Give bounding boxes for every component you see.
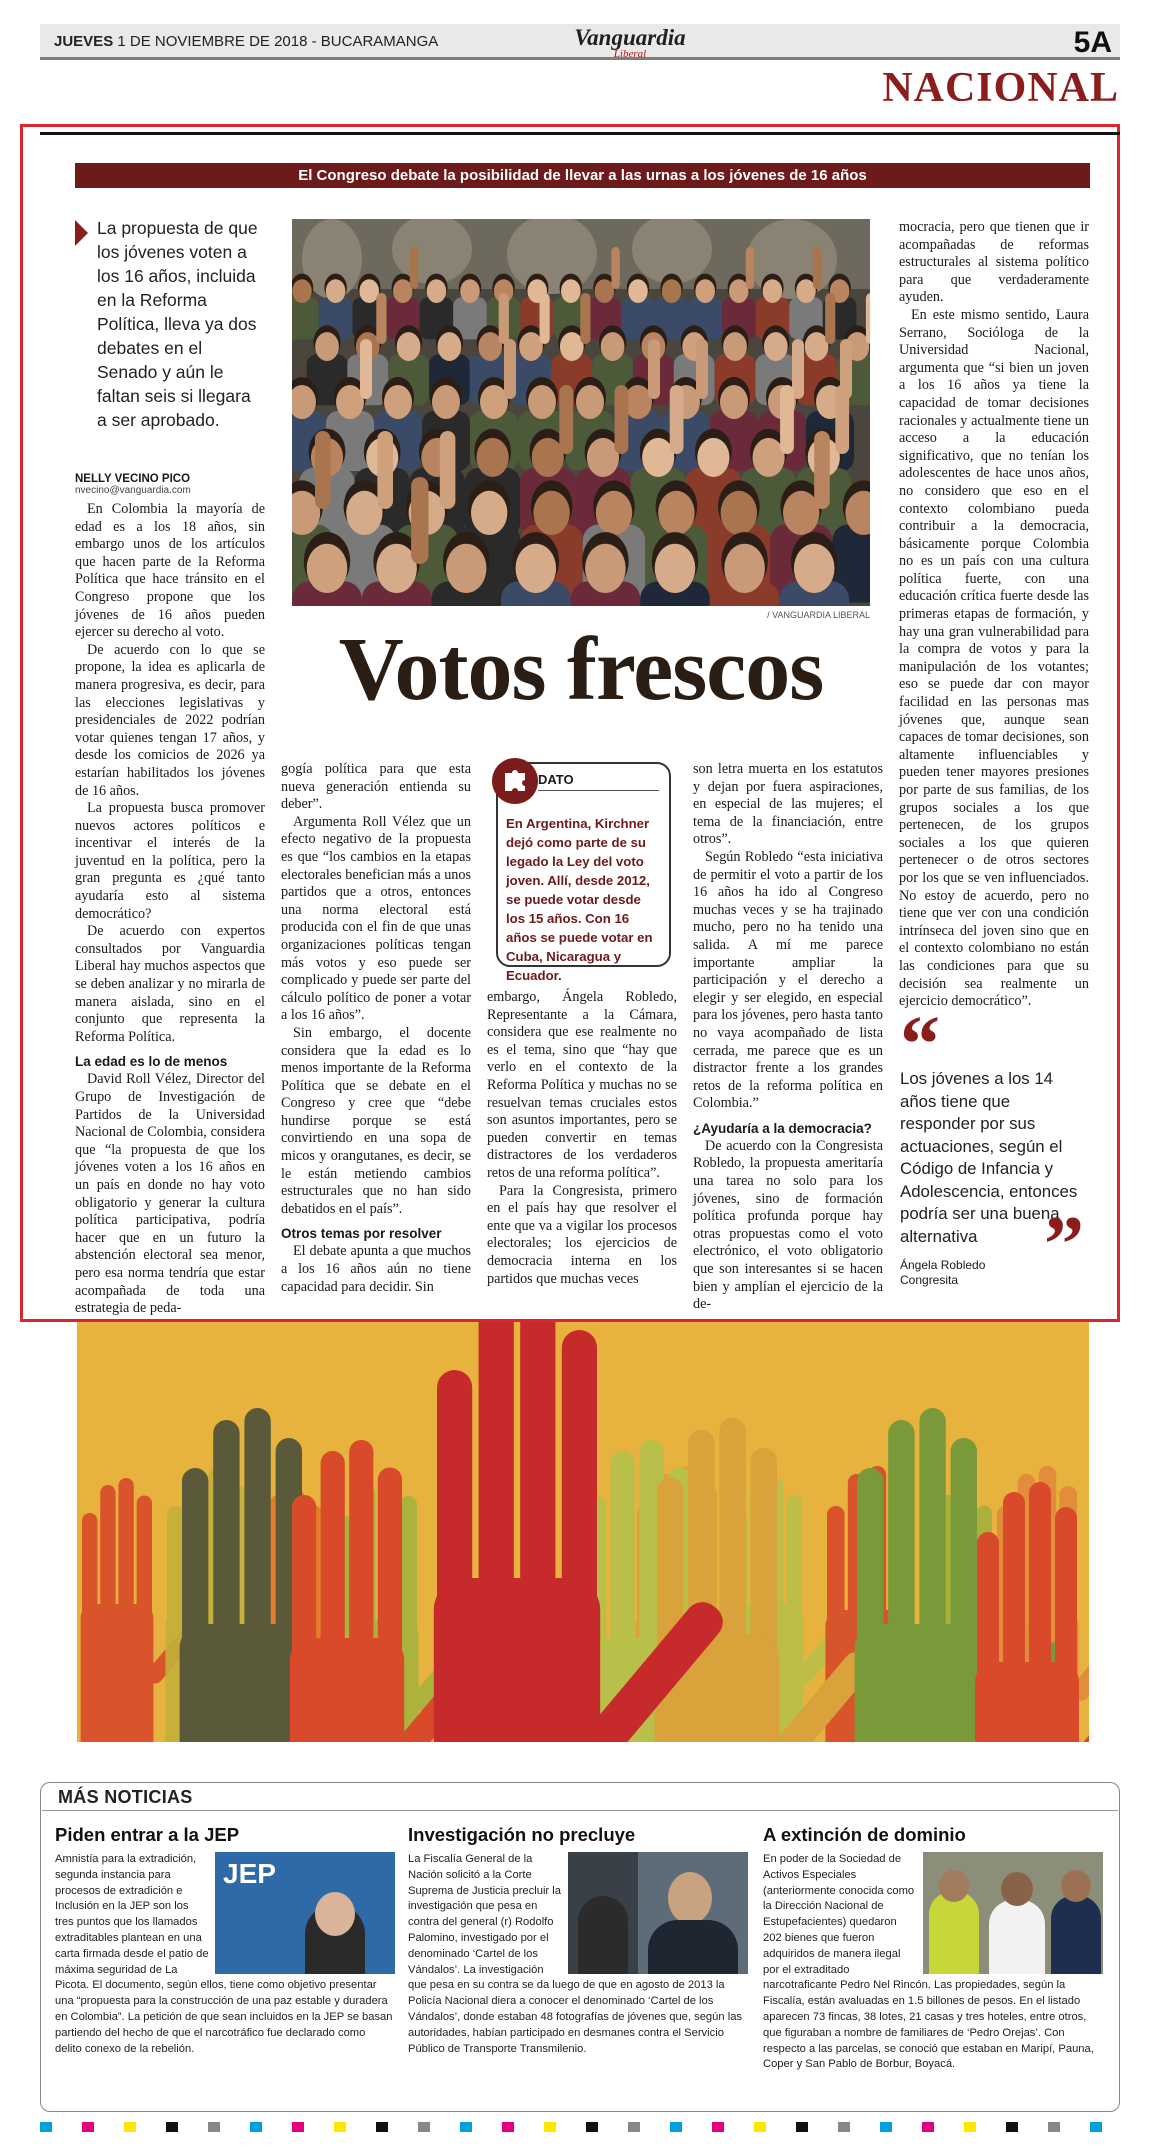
paragraph: En Colombia la mayoría de edad es a los 18 años, sin embargo unos de los artículos que hacen parte de la Reforma Política que hace tránsito en el Congreso propone que los jóvenes de 16 años pueden ejercer su derecho al voto. (75, 501, 265, 641)
color-swatch (922, 2122, 934, 2132)
pull-quote (900, 1001, 1084, 1289)
color-swatch (544, 2122, 556, 2132)
subheading: ¿Ayudaría a la democracia? (693, 1120, 872, 1136)
color-swatch (628, 2122, 640, 2132)
paragraph: son letra muerta en los estatutos y dejan por fuera aspiraciones, en especial de las mujeres; el tema de la financiación, entre otros”. (693, 761, 883, 848)
article-headline: Votos frescos (338, 620, 824, 719)
paragraph: mocracia, pero que tienen que ir acompañadas de reformas estructurales al sistema político para que verdaderamente ayuden. (899, 219, 1089, 306)
color-swatch (964, 2122, 976, 2132)
color-swatch (712, 2122, 724, 2132)
section-title: NACIONAL (882, 65, 1119, 111)
article-column-2 (281, 761, 471, 1296)
section-rule (40, 132, 1120, 135)
issue-date (54, 33, 438, 50)
paragraph: gogía política para que esta nueva generación entienda su deber”. (281, 761, 471, 813)
photo-credit: / VANGUARDIA LIBERAL (767, 610, 870, 620)
quote-text: Los jóvenes a los 14 años tiene que responder por sus actuaciones, según el Código de Infancia y Adolescencia, entonces podría ser una buena alternativa (900, 1069, 1078, 1246)
issue-weekday: JUEVES (54, 33, 114, 50)
logo-subtext: Liberal (613, 48, 647, 60)
more-news-title: MÁS NOTICIAS (58, 1787, 193, 1807)
person-shirt (989, 1900, 1045, 1974)
color-swatch (40, 2122, 52, 2132)
color-swatch (460, 2122, 472, 2132)
color-swatch (376, 2122, 388, 2132)
subheading: La edad es lo de menos (75, 1054, 228, 1070)
crowd-photo-illustration (292, 219, 870, 606)
lead-text: La propuesta de que los jóvenes voten a los 16 años, incluida en la Reforma Política, lleva ya dos debates en el Senado y aún le faltan seis si llegara a ser aprobado. (97, 218, 258, 430)
paragraph: El debate apunta a que muchos a los 16 años aún no tiene capacidad para decidir. Sin (281, 1243, 471, 1295)
news-body (763, 1852, 1103, 2073)
person-face (1061, 1870, 1091, 1902)
color-swatch (838, 2122, 850, 2132)
article-column-3 (487, 989, 677, 1288)
paragraph: De acuerdo con expertos consultados por Vanguardia Liberal hay muchos aspectos que se deben analizar y no mirarla de manera aislada, sino en el conjunto que representa la Reforma Política. (75, 923, 265, 1045)
quote-role: Congresita (900, 1273, 959, 1287)
print-color-bar (40, 2122, 1120, 2132)
article-column-5 (899, 219, 1089, 1011)
color-swatch (334, 2122, 346, 2132)
person-suit (648, 1920, 738, 1974)
news-item-extincion (763, 1824, 1103, 2073)
logo-text: Vanguardia (574, 25, 686, 50)
puzzle-icon (492, 758, 538, 804)
article-kicker: El Congreso debate la posibilidad de llevar a las urnas a los jóvenes de 16 años (75, 163, 1090, 188)
color-swatch (292, 2122, 304, 2132)
news-text: La Fiscalía General de la Nación solicitó a la Corte Suprema de Justicia precluir la investigación que pesa en contra del general (r) Rodolfo Palomino, investigado por el denominado ‘Cartel de los Vándalos’. La investigación que pesa en su contra se da luego de que en agosto de 2013 la Policía Nacional diera a conocer el denominado ‘Cartel de los Vándalos’, donde estaban 48 fotografías de jóvenes que, según las autoridades, habían participado en desmanes contra el Servicio Público de Transporte Transmilenio. (408, 1853, 743, 2055)
article-lead (75, 216, 265, 432)
subheading: Otros temas por resolver (281, 1226, 442, 1242)
color-swatch (250, 2122, 262, 2132)
color-swatch (796, 2122, 808, 2132)
color-swatch (880, 2122, 892, 2132)
color-swatch (82, 2122, 94, 2132)
page-number: 5A (1073, 26, 1112, 59)
color-swatch (1090, 2122, 1102, 2132)
paragraph: Sin embargo, el docente considera que la edad es lo menos importante de la Reforma Política que se debate en el Congreso y cree que “debe hundirse porque se está convirtiendo en una sopa de micos y orangutanes, es decir, se le están metiendo cambios estructurales que no han sido debatidos en el país”. (281, 1024, 471, 1217)
lead-marker-icon (75, 220, 88, 246)
fact-box-text: En Argentina, Kirchner dejó como parte de su legado la Ley del voto joven. Allí, desde 2012, se puede votar desde los 15 años. Con 16 años se puede votar en Cuba, Nicaragua y Ecuador. (506, 816, 653, 983)
news-text: Amnistía para la extradición, segunda instancia para procesos de extradición e Inclusión en la JEP son los tres puntos que los llamados extraditables plantean en una carta firmada desde el patio de máxima seguridad de La Picota. El documento, según ellos, tiene como objetivo presentar una “propuesta para la construcción de una paz estable y duradera en Colombia”. La petición de que sean incluidos en la JEP se basan partiendo del hecho de que el narcotráfico fue declarado como delito conexo de la rebelión. (55, 1853, 393, 2055)
person-face (939, 1870, 969, 1902)
color-swatch (586, 2122, 598, 2132)
news-body (55, 1852, 395, 2057)
jep-photo (215, 1852, 395, 1974)
paragraph: De acuerdo con lo que se propone, la idea es aplicarla de manera progresiva, es decir, para las elecciones legislativas y presidenciales de 2022 podrían votar quienes tengan 17 años, y desde los comicios de 2026 ya estarían habilitados los jóvenes de 16 años. (75, 641, 265, 799)
paragraph: Argumenta Roll Vélez que un efecto negativo de la propuesta es que “los cambios en la etapas electorales benefician más a unos partidos que a otros, entonces una norma electoral está producida con el fin de que unas organizaciones políticas tengan más votos y eso puede ser complicado y puede ser parte del cálculo político de poner a votar a los 16 años”. (281, 813, 471, 1024)
paragraph: embargo, Ángela Robledo, Representante a la Cámara, considera que ese realmente no es el tema, sino que “hay que verlo en el contexto de la Reforma Política y muchas no se resuelvan temas cruciales estos son asuntos importantes, pero se pueden convertir en temas distractores de los verdaderos retos de una reforma política”. (487, 989, 677, 1181)
paragraph: Para la Congresista, primero en el país hay que resolver el ente que va a vigilar los procesos electorales; los ejercicios de democracia interna en los partidos que muchas veces (487, 1182, 677, 1287)
article-column-4 (693, 761, 883, 1314)
color-swatch (1048, 2122, 1060, 2132)
close-quote-icon: ” (1044, 1201, 1084, 1289)
person-face (668, 1872, 712, 1924)
person-silhouette (578, 1896, 628, 1974)
officer-uniform (1051, 1896, 1101, 1974)
news-text: En poder de la Sociedad de Activos Especiales (anteriormente conocida como la Dirección Nacional de Estupefacientes) quedaron 202 bienes que fueron adquiridos de manera ilegal por el extraditado narcotraficante Pedro Nel Rincón. Las propiedades, según la Fiscalía, están avaluadas en 1.5 billones de pesos. En el listado aparecen 73 fincas, 38 lotes, 21 casas y tres hoteles, entre otros, que figuraban a nombre de familiares de ‘Pedro Orejas’. Con respecto a las parcelas, se conoció que estaban en Maripí, Pauna, Coper y San Pablo de Borbur, Boyacá. (763, 1853, 1094, 2071)
more-news-rule (42, 1810, 1118, 1811)
color-swatch (1006, 2122, 1018, 2132)
raised-hands-illustration (77, 1322, 1089, 1742)
news-title[interactable]: A extinción de dominio (763, 1824, 966, 1845)
color-swatch (124, 2122, 136, 2132)
newspaper-logo (550, 26, 710, 59)
officer-vest (929, 1892, 979, 1974)
paragraph: Según Robledo “esta iniciativa de permitir el voto a partir de los 16 años ha ido al Congreso muchas veces y se ha trajinado mucho, pero no ha tenido una salida. A mí me parece importante ampliar la participación y el derecho a elegir y ser elegido, en especial para los jóvenes, pero hasta tanto no vaya acompañado de lista cerrada, me parece que es un distractor frente a los grandes retos de la reforma política en Colombia.” (693, 848, 883, 1112)
page-header (40, 24, 1120, 60)
quote-name: Ángela Robledo (900, 1258, 986, 1272)
news-body (408, 1852, 748, 2057)
fact-box-rule (538, 790, 659, 791)
crowd-faces (292, 247, 870, 606)
byline: NELLY VECINO PICO (75, 473, 191, 485)
color-swatch (418, 2122, 430, 2132)
author-email[interactable]: nvecino@vanguardia.com (75, 485, 191, 496)
paragraph: En este mismo sentido, Laura Serrano, Socióloga de la Universidad Nacional, argumenta que “si bien un joven a los 16 años ya tiene la capacidad de tomar decisiones racionales y actualmente tiene un acceso a la educación significativo, que no tenían los adolescentes de hace unos años, no considero que eso en el contexto colombiano pueda contribuir a la democracia, básicamente porque Colombia no es un país con una cultura política fuerte, con una educación crítica fuerte desde las primeras etapas de formación, y hay una gran vulnerabilidad para la compra de votos y para la manipulación de los votantes; eso se puede dar con mayor facilidad en las personas mas jóvenes que, aunque sean capaces de tomar decisiones, son altamente influenciables y pueden tener mayores presiones por parte de sus familias, de los grupos sociales a los que pertenecen, de los grupos sociales a los que quieren pertenecer o de otros sectores por los que se ven influenciados. No estoy de acuerdo, pero no tiene que ver con una condición intrínseca del joven sino que en el contexto colombiano no están las condiciones para que su decisión sea realmente un ejercicio democrático”. (899, 306, 1089, 1010)
crowd-photo (292, 219, 870, 606)
article-column-1 (75, 501, 265, 1318)
person-face (1001, 1872, 1033, 1906)
color-swatch (208, 2122, 220, 2132)
paragraph: De acuerdo con la Congresista Robledo, la propuesta ameritaría una tarea no solo para los jóvenes, sino de formación política profunda porque hay otras propuestas como el voto electrónico, el voto obligatorio que son interesantes si se hacen bien y amplían el ejercicio de la de- (693, 1137, 883, 1313)
paragraph: David Roll Vélez, Director del Grupo de Investigación de Partidos de la Universidad Nacional de Colombia, considera que “la propuesta de que los jóvenes voten a los 16 años en un país en donde no hay voto obligatorio y generar la cultura política participativa, podría hacer que en un futuro la abstención electoral sea menor, pero esa norma tendría que estar acompañada de toda una estrategia de peda- (75, 1071, 265, 1317)
news-item-jep (55, 1824, 395, 2057)
paragraph: La propuesta busca promover nuevos actores políticos e incentivar el interés de la juventud en la política, pero la gran pregunta es ¿qué tanto ayudaría esto al sistema democrático? (75, 800, 265, 922)
issue-date-text: 1 DE NOVIEMBRE DE 2018 - BUCARAMANGA (117, 33, 439, 50)
arrest-photo (923, 1852, 1103, 1974)
jep-logo-text: JEP (223, 1858, 276, 1889)
fact-box-label: DATO (538, 772, 574, 787)
person-face (315, 1892, 355, 1936)
news-title[interactable]: Investigación no precluye (408, 1824, 636, 1845)
open-quote-icon: “ (900, 1001, 940, 1089)
hands-svg (77, 1322, 1089, 1742)
color-swatch (754, 2122, 766, 2132)
color-swatch (166, 2122, 178, 2132)
color-swatch (670, 2122, 682, 2132)
palomino-photo (568, 1852, 748, 1974)
color-swatch (502, 2122, 514, 2132)
news-title[interactable]: Piden entrar a la JEP (55, 1824, 240, 1845)
news-item-investigacion (408, 1824, 748, 2057)
